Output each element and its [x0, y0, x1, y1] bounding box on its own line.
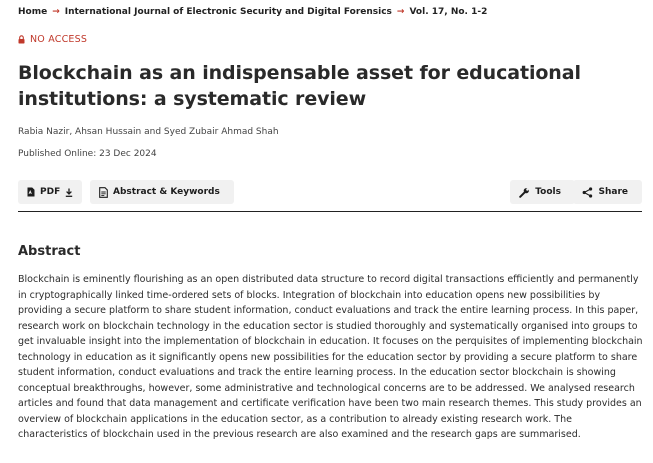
- share-label: Share: [598, 187, 628, 197]
- tools-button[interactable]: [510, 180, 575, 204]
- share-button[interactable]: [573, 180, 642, 204]
- pdf-label: PDF: [40, 187, 61, 197]
- access-label: NO ACCESS: [30, 34, 88, 45]
- abstract-text: Blockchain is eminently flourishing as an open distributed data structure to record digital transactions efficiently and permanently in cryptographically linked time-ordered sets of blocks. Integration of blockchain into education opens new possibilities by providing a secure platform to share student information, conduct evaluations and track the entire learning process. In this paper, research work on blockchain technology in the education sector is studied thoroughly and systematically organised into groups to get invaluable insight into the implementation of blockchain in education. It focuses on the perquisites of implementing blockchain technology in education as it significantly opens new possibilities for the education sector by providing a secure platform to share student information, conduct evaluations and track the entire learning process. In the education sector blockchain is showing conceptual breakthroughs, however, some administrative and technological concerns are to be addressed. We analysed research articles and found that data management and certificate verification have been two main research themes. This study provides an overview of blockchain applications in the education sector, as a contribution to already existing research work. The characteristics of blockchain used in the previous research are also examined and the research gaps are summarised.: [18, 274, 643, 440]
- article-authors[interactable]: Rabia Nazir, Ahsan Hussain and Syed Zubair Ahmad Shah: [18, 127, 279, 137]
- abstract-heading: Abstract: [18, 244, 81, 259]
- pdf-file-icon: [27, 187, 35, 197]
- article-toolbar: [18, 178, 642, 212]
- abstract-keywords-label: Abstract & Keywords: [113, 187, 220, 197]
- article-title: Blockchain as an indispensable asset for educational institutions: a systematic review: [18, 62, 581, 110]
- document-icon: [99, 187, 108, 198]
- wrench-icon: [519, 187, 530, 198]
- lock-icon: [18, 35, 25, 44]
- published-date: Published Online: 23 Dec 2024: [18, 149, 157, 159]
- breadcrumb-volume-link[interactable]: Vol. 17, No. 1-2: [409, 7, 488, 17]
- arrow-right-icon: →: [396, 7, 405, 17]
- breadcrumb-journal-link[interactable]: International Journal of Electronic Security and Digital Forensics: [64, 7, 392, 17]
- breadcrumb-home-link[interactable]: Home: [18, 7, 48, 17]
- pdf-button[interactable]: [18, 180, 82, 204]
- access-status: [18, 34, 87, 45]
- share-icon: [582, 187, 593, 198]
- download-icon: [65, 188, 73, 197]
- arrow-right-icon: →: [52, 7, 60, 17]
- tools-label: Tools: [535, 187, 561, 197]
- breadcrumb: [18, 7, 487, 17]
- abstract-keywords-button[interactable]: [90, 180, 234, 204]
